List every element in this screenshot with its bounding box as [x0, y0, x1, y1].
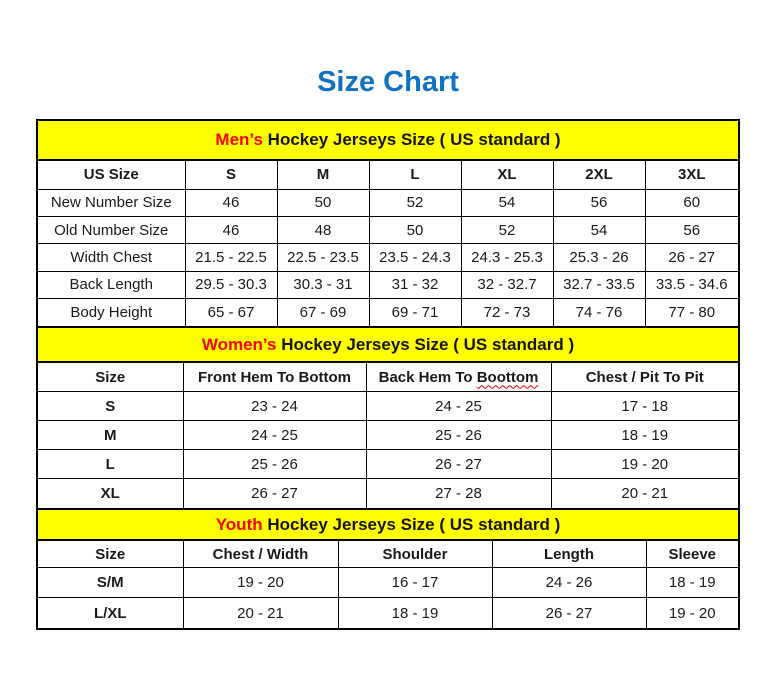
youth-section-banner [38, 508, 738, 541]
mens-table-row [38, 244, 738, 271]
mens-size-value: 69 - 71 [369, 299, 461, 326]
mens-banner-text: Hockey Jerseys Size ( US standard ) [262, 130, 561, 149]
womens-column-header-text: Back Hem To [378, 368, 477, 386]
womens-table-row [38, 450, 738, 479]
mens-table-row [38, 271, 738, 298]
mens-size-value: 77 - 80 [645, 299, 738, 326]
misspelled-word: Boottom [476, 368, 539, 386]
womens-section-banner [38, 326, 738, 363]
size-chart [36, 119, 740, 630]
mens-size-value: 26 - 27 [645, 244, 738, 271]
womens-table-body [38, 392, 738, 508]
mens-column-header: 2XL [553, 161, 645, 189]
youth-banner-highlight: Youth [215, 514, 263, 534]
mens-size-value: 21.5 - 22.5 [185, 244, 277, 271]
mens-row-label: Old Number Size [38, 216, 185, 243]
womens-banner-text: Hockey Jerseys Size ( US standard ) [276, 334, 575, 354]
womens-column-header: Chest / Pit To Pit [551, 363, 738, 392]
womens-size-value: 20 - 21 [551, 479, 738, 508]
youth-table-row [38, 598, 738, 628]
mens-column-header: 3XL [645, 161, 738, 189]
mens-table-row [38, 216, 738, 243]
mens-size-value: 54 [553, 216, 645, 243]
mens-size-value: 52 [369, 189, 461, 216]
mens-size-value: 25.3 - 26 [553, 244, 645, 271]
womens-table-row [38, 392, 738, 421]
womens-banner-highlight: Women’s [201, 334, 277, 354]
mens-size-table [38, 161, 738, 326]
womens-column-header [366, 363, 551, 392]
womens-size-value: 17 - 18 [551, 392, 738, 421]
womens-size-value: 27 - 28 [366, 479, 551, 508]
mens-column-header: US Size [38, 161, 185, 189]
mens-size-value: 52 [461, 216, 553, 243]
youth-column-header: Chest / Width [183, 541, 338, 568]
mens-size-value: 67 - 69 [277, 299, 369, 326]
page-title: Size Chart [317, 66, 459, 98]
mens-size-value: 72 - 73 [461, 299, 553, 326]
womens-row-label: L [38, 450, 183, 479]
womens-size-value: 24 - 25 [366, 392, 551, 421]
mens-row-label: Width Chest [38, 244, 185, 271]
womens-size-value: 25 - 26 [183, 450, 366, 479]
youth-table-body [38, 568, 738, 628]
youth-size-value: 19 - 20 [183, 568, 338, 598]
mens-size-value: 32 - 32.7 [461, 271, 553, 298]
youth-column-header: Shoulder [338, 541, 492, 568]
womens-table-row [38, 421, 738, 450]
youth-size-value: 20 - 21 [183, 598, 338, 628]
womens-column-header: Size [38, 363, 183, 392]
mens-size-value: 23.5 - 24.3 [369, 244, 461, 271]
mens-size-value: 46 [185, 189, 277, 216]
youth-column-header: Size [38, 541, 183, 568]
youth-banner-text: Hockey Jerseys Size ( US standard ) [262, 514, 561, 534]
mens-size-value: 74 - 76 [553, 299, 645, 326]
mens-section-banner [38, 121, 738, 161]
womens-size-value: 25 - 26 [366, 421, 551, 450]
womens-size-value: 24 - 25 [183, 421, 366, 450]
youth-row-label: L/XL [38, 598, 183, 628]
womens-size-value: 23 - 24 [183, 392, 366, 421]
youth-size-value: 16 - 17 [338, 568, 492, 598]
mens-size-value: 56 [645, 216, 738, 243]
mens-size-value: 46 [185, 216, 277, 243]
womens-header-row [38, 363, 738, 392]
mens-size-value: 22.5 - 23.5 [277, 244, 369, 271]
womens-row-label: XL [38, 479, 183, 508]
youth-header-row [38, 541, 738, 568]
youth-table-header [38, 541, 738, 568]
mens-row-label: New Number Size [38, 189, 185, 216]
youth-size-table [38, 541, 738, 628]
youth-size-value: 26 - 27 [492, 598, 646, 628]
youth-column-header: Length [492, 541, 646, 568]
mens-size-value: 32.7 - 33.5 [553, 271, 645, 298]
mens-size-value: 48 [277, 216, 369, 243]
mens-size-value: 30.3 - 31 [277, 271, 369, 298]
womens-size-value: 19 - 20 [551, 450, 738, 479]
youth-size-value: 18 - 19 [338, 598, 492, 628]
mens-table-header [38, 161, 738, 189]
mens-size-value: 60 [645, 189, 738, 216]
mens-row-label: Body Height [38, 299, 185, 326]
mens-column-header: M [277, 161, 369, 189]
womens-row-label: S [38, 392, 183, 421]
mens-column-header: L [369, 161, 461, 189]
youth-column-header: Sleeve [646, 541, 738, 568]
mens-size-value: 50 [369, 216, 461, 243]
mens-column-header: S [185, 161, 277, 189]
mens-table-body [38, 189, 738, 326]
womens-row-label: M [38, 421, 183, 450]
mens-size-value: 54 [461, 189, 553, 216]
mens-size-value: 29.5 - 30.3 [185, 271, 277, 298]
youth-size-value: 18 - 19 [646, 568, 738, 598]
mens-size-value: 50 [277, 189, 369, 216]
mens-row-label: Back Length [38, 271, 185, 298]
womens-column-header: Front Hem To Bottom [183, 363, 366, 392]
mens-size-value: 33.5 - 34.6 [645, 271, 738, 298]
mens-table-row [38, 189, 738, 216]
mens-table-row [38, 299, 738, 326]
womens-table-row [38, 479, 738, 508]
womens-size-table [38, 363, 738, 508]
mens-size-value: 24.3 - 25.3 [461, 244, 553, 271]
mens-size-value: 65 - 67 [185, 299, 277, 326]
mens-banner-highlight: Men’s [215, 130, 263, 149]
mens-column-header: XL [461, 161, 553, 189]
mens-size-value: 31 - 32 [369, 271, 461, 298]
womens-table-header [38, 363, 738, 392]
youth-row-label: S/M [38, 568, 183, 598]
youth-size-value: 24 - 26 [492, 568, 646, 598]
youth-size-value: 19 - 20 [646, 598, 738, 628]
youth-table-row [38, 568, 738, 598]
mens-header-row [38, 161, 738, 189]
womens-size-value: 26 - 27 [366, 450, 551, 479]
womens-size-value: 18 - 19 [551, 421, 738, 450]
womens-size-value: 26 - 27 [183, 479, 366, 508]
mens-size-value: 56 [553, 189, 645, 216]
